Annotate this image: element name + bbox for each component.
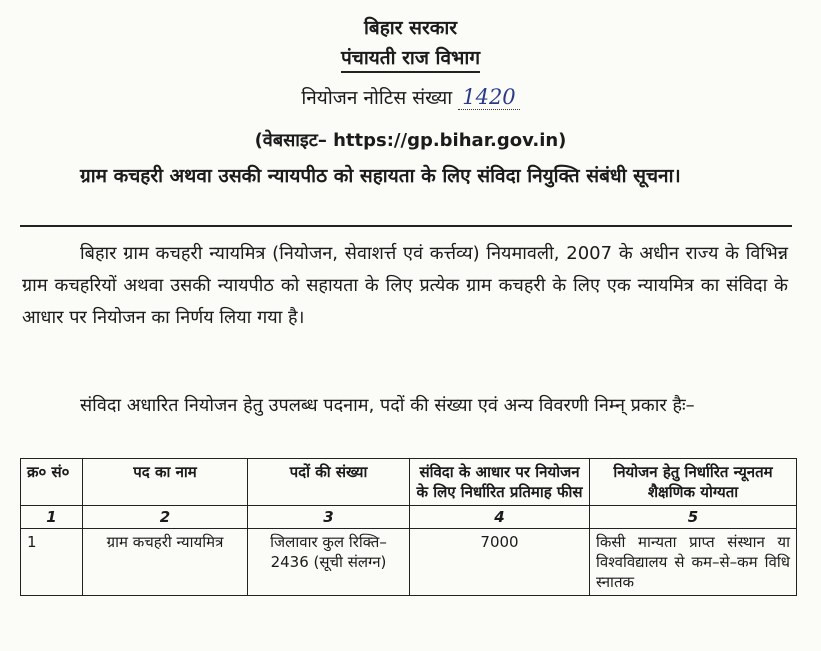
table-header-row [21,459,797,506]
index-cell: 2 [83,506,248,529]
header-monthly-fee: संविदा के आधार पर नियोजन के लिए निर्धारित प्रतिमाह फीस [410,459,590,506]
department-heading [0,44,821,70]
government-heading: बिहार सरकार [363,17,458,39]
header-qualification: नियोजन हेतु निर्धारित न्यूनतम शैक्षणिक योग्यता [590,459,797,506]
website-line: (वेबसाइट– https://gp.bihar.gov.in) [254,130,567,151]
index-cell: 4 [410,506,590,529]
index-cell: 3 [248,506,410,529]
department-name: पंचायती राज विभाग [341,47,480,73]
notice-label: नियोजन नोटिस संख्या [301,87,453,109]
cell-qualification: किसी मान्यता प्राप्त संस्थान या विश्वविद्यालय से कम–से–कम विधि स्नातक [590,529,797,596]
cell-serial: 1 [21,529,83,596]
paragraph-rules: बिहार ग्राम कचहरी न्यायमित्र (नियोजन, सेवाशर्त्त एवं कर्त्तव्य) नियमावली, 2007 के अधीन राज्य के विभिन्न ग्राम कचहरियों अथवा उसकी न्यायपीठ को सहायता के लिए प्रत्येक ग्राम कचहरी के लिए एक न्यायमित्र का संविदा के आधार पर नियोजन का निर्णय लिया गया है। [22,243,788,328]
header-post-name: पद का नाम [83,459,248,506]
subject-heading: ग्राम कचहरी अथवा उसकी न्यायपीठ को सहायता के लिए संविदा नियुक्ति संबंधी सूचना। [80,165,681,187]
table-index-row [21,506,797,529]
header-serial: क्र० सं० [21,459,83,506]
paragraph-intro: संविदा अधारित नियोजन हेतु उपलब्ध पदनाम, पदों की संख्या एवं अन्य विवरणी निम्न् प्रकार हैः– [80,395,695,416]
divider [20,225,792,227]
posts-table [20,458,797,596]
cell-monthly-fee: 7000 [410,529,590,596]
cell-post-count: जिलावार कुल रिक्ति–2436 (सूची संलग्न) [248,529,410,596]
table-row [21,529,797,596]
index-cell: 1 [21,506,83,529]
index-cell: 5 [590,506,797,529]
notice-line [0,84,821,110]
notice-number: 1420 [458,85,519,110]
cell-post-name: ग्राम कचहरी न्यायमित्र [83,529,248,596]
header-post-count: पदों की संख्या [248,459,410,506]
